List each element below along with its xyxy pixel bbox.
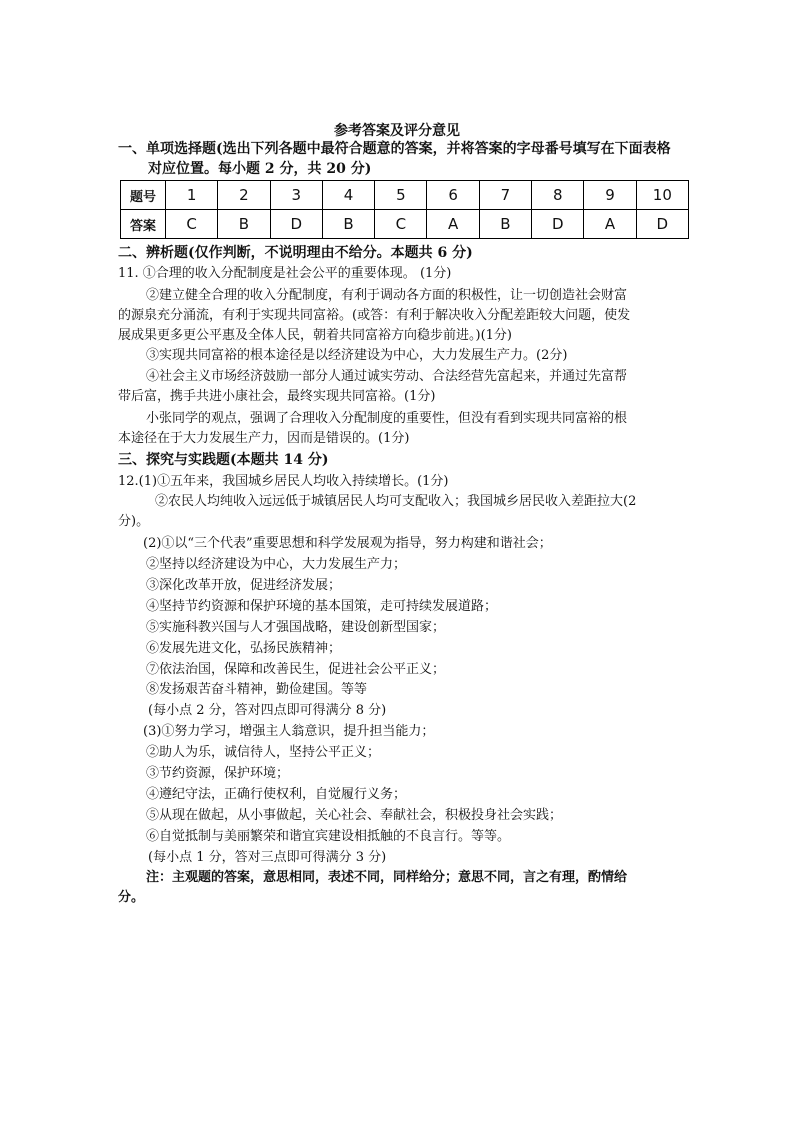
table-cell: D [532, 210, 584, 239]
section1-heading-line2: 对应位置。每小题 2 分，共 20 分) [148, 161, 372, 177]
section3-line: (每小点 2 分，答对四点即可得满分 8 分) [148, 703, 387, 718]
section3-line: ⑤从现在做起，从小事做起，关心社会、奉献社会，积极投身社会实践； [146, 808, 563, 823]
section2-line: ②建立健全合理的收入分配制度，有利于调动各方面的积极性，让一切创造社会财富 [146, 288, 628, 303]
section3-line: ②坚持以经济建设为中心，大力发展生产力； [146, 557, 407, 572]
section2-line: 带后富，携手共进小康社会，最终实现共同富裕。(1分) [118, 389, 436, 404]
section3-line: ⑥发展先进文化，弘扬民族精神； [146, 641, 342, 656]
table-cell: D [270, 210, 322, 239]
section2-line: ③实现共同富裕的根本途径是以经济建设为中心，大力发展生产力。(2分) [146, 348, 568, 363]
section3-line: ⑧发扬艰苦奋斗精神，勤俭建国。等等 [146, 682, 368, 697]
section2-line: ④社会主义市场经济鼓励一部分人通过诚实劳动、合法经营先富起来，并通过先富帮 [146, 369, 628, 384]
table-cell: C [375, 210, 427, 239]
table-cell: D [636, 210, 688, 239]
table-cell: 6 [427, 181, 479, 210]
section3-line: ⑤实施科教兴国与人才强国战略，建设创新型国家； [146, 620, 446, 635]
table-cell: A [584, 210, 636, 239]
section3-line: 12.(1)①五年来，我国城乡居民人均收入持续增长。(1分) [118, 474, 449, 489]
section3-line: 分)。 [118, 514, 150, 529]
table-cell: B [479, 210, 531, 239]
section1-heading-line1: 一、单项选择题(选出下列各题中最符合题意的答案，并将答案的字母番号填写在下面表格 [118, 141, 671, 157]
section3-line: ④坚持节约资源和保护环境的基本国策，走可持续发展道路； [146, 599, 498, 614]
answer-table [120, 180, 689, 239]
note-line1: 注：主观题的答案，意思相同，表述不同，同样给分；意思不同，言之有理，酌情给 [146, 870, 628, 885]
question-number-row [121, 181, 689, 210]
table-cell: C [166, 210, 218, 239]
section2-line: 展成果更多更公平惠及全体人民，朝着共同富裕方向稳步前进。)(1分) [118, 328, 512, 343]
section3-line: ②助人为乐，诚信待人，坚持公平正义； [146, 745, 381, 760]
section3-line: ④遵纪守法，正确行使权利，自觉履行义务； [146, 787, 407, 802]
section3-line: (3)①努力学习，增强主人翁意识，提升担当能力； [143, 724, 435, 739]
section3-line: (每小点 1 分，答对三点即可得满分 3 分) [148, 850, 387, 865]
section3-line: ③节约资源，保护环境； [146, 766, 290, 781]
section3-line: ⑥自觉抵制与美丽繁荣和谐宜宾建设相抵触的不良言行。等等。 [146, 829, 511, 844]
section2-heading: 二、辨析题(仅作判断，不说明理由不给分。本题共 6 分) [118, 245, 473, 261]
row-label-answer: 答案 [121, 210, 166, 239]
section3-line: ⑦依法治国，保障和改善民生，促进社会公平正义； [146, 662, 446, 677]
table-cell: 1 [166, 181, 218, 210]
table-cell: 3 [270, 181, 322, 210]
page-title: 参考答案及评分意见 [334, 123, 460, 139]
table-cell: B [322, 210, 374, 239]
section3-heading: 三、探究与实践题(本题共 14 分) [118, 452, 329, 468]
section2-line: 本途径在于大力发展生产力，因而是错误的。(1分) [118, 431, 410, 446]
section2-line: 11. ①合理的收入分配制度是社会公平的重要体现。 (1分) [118, 266, 452, 281]
table-cell: 8 [532, 181, 584, 210]
section3-line: (2)①以“三个代表”重要思想和科学发展观为指导，努力构建和谐社会； [143, 536, 552, 551]
row-label-number: 题号 [121, 181, 166, 210]
section2-line: 的源泉充分涌流，有利于实现共同富裕。(或答：有利于解决收入分配差距较大问题，使发 [118, 308, 631, 323]
table-cell: A [427, 210, 479, 239]
note-line2: 分。 [118, 890, 145, 905]
table-cell: 7 [479, 181, 531, 210]
table-cell: 4 [322, 181, 374, 210]
table-cell: 9 [584, 181, 636, 210]
table-cell: 5 [375, 181, 427, 210]
answer-row [121, 210, 689, 239]
section2-line: 小张同学的观点，强调了合理收入分配制度的重要性，但没有看到实现共同富裕的根 [146, 411, 628, 426]
table-cell: 10 [636, 181, 688, 210]
table-cell: B [218, 210, 270, 239]
section3-line: ③深化改革开放，促进经济发展； [146, 578, 342, 593]
section3-line: ②农民人均纯收入远远低于城镇居民人均可支配收入；我国城乡居民收入差距拉大(2 [155, 494, 637, 509]
table-cell: 2 [218, 181, 270, 210]
